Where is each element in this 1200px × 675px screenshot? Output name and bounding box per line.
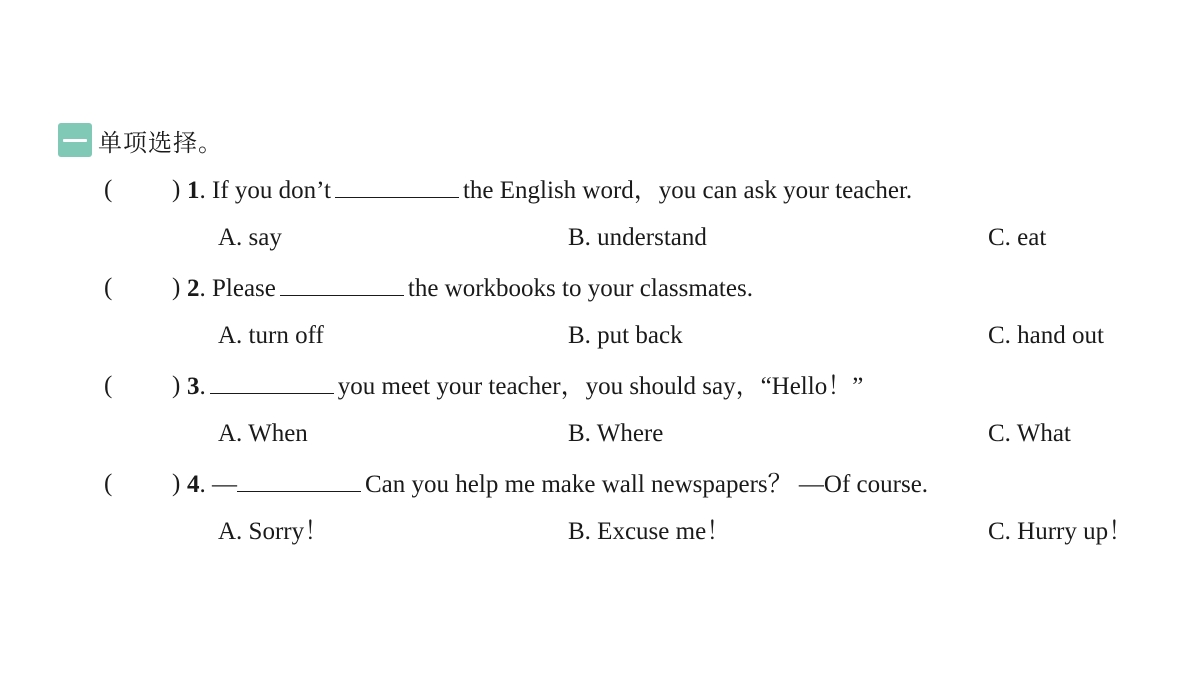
option-b: B. Excuse me！ bbox=[568, 518, 732, 545]
stem-after: the workbooks to your classmates. bbox=[407, 275, 753, 302]
option-c: C. eat bbox=[988, 224, 1047, 251]
answer-blank bbox=[210, 371, 334, 394]
option-a: A. When bbox=[218, 420, 308, 447]
question-number-dot: . bbox=[199, 373, 206, 400]
question-stem bbox=[187, 273, 753, 304]
section-number-badge bbox=[58, 123, 92, 157]
stem-before: Please bbox=[212, 275, 276, 302]
answer-paren-close: ) bbox=[172, 176, 181, 203]
option-b: B. put back bbox=[568, 322, 683, 349]
question-number-dot: . bbox=[199, 275, 206, 302]
question-number: 3 bbox=[187, 373, 200, 400]
stem-before: If you don’t bbox=[212, 177, 331, 204]
dash-icon bbox=[63, 139, 87, 142]
answer-paren-open: ( bbox=[104, 470, 113, 497]
question-number: 2 bbox=[187, 275, 200, 302]
question-stem bbox=[187, 175, 912, 206]
option-a: A. say bbox=[218, 224, 282, 251]
stem-after: the English word，you can ask your teacher. bbox=[462, 177, 913, 204]
question-number-dot: . bbox=[199, 177, 206, 204]
option-b: B. Where bbox=[568, 420, 664, 447]
answer-blank bbox=[237, 469, 361, 492]
question-stem bbox=[187, 469, 928, 500]
answer-paren-close: ) bbox=[172, 372, 181, 399]
stem-before: — bbox=[212, 471, 237, 498]
option-c: C. hand out bbox=[988, 322, 1104, 349]
answer-blank bbox=[280, 273, 404, 296]
question-number: 4 bbox=[187, 471, 200, 498]
option-b: B. understand bbox=[568, 224, 707, 251]
stem-after: you meet your teacher，you should say，“Hello！” bbox=[337, 373, 864, 400]
question-number: 1 bbox=[187, 177, 200, 204]
stem-after: Can you help me make wall newspapers？ —Of course. bbox=[365, 471, 929, 498]
section-title: 单项选择。 bbox=[98, 128, 223, 157]
option-a: A. Sorry！ bbox=[218, 518, 330, 545]
answer-paren-close: ) bbox=[172, 470, 181, 497]
answer-paren-close: ) bbox=[172, 274, 181, 301]
answer-paren-open: ( bbox=[104, 372, 113, 399]
section-header bbox=[58, 122, 223, 158]
answer-paren-open: ( bbox=[104, 274, 113, 301]
option-c: C. Hurry up！ bbox=[988, 518, 1134, 545]
question-stem bbox=[187, 371, 863, 402]
option-c: C. What bbox=[988, 420, 1071, 447]
question-number-dot: . bbox=[199, 471, 206, 498]
answer-blank bbox=[335, 175, 459, 198]
option-a: A. turn off bbox=[218, 322, 324, 349]
answer-paren-open: ( bbox=[104, 176, 113, 203]
